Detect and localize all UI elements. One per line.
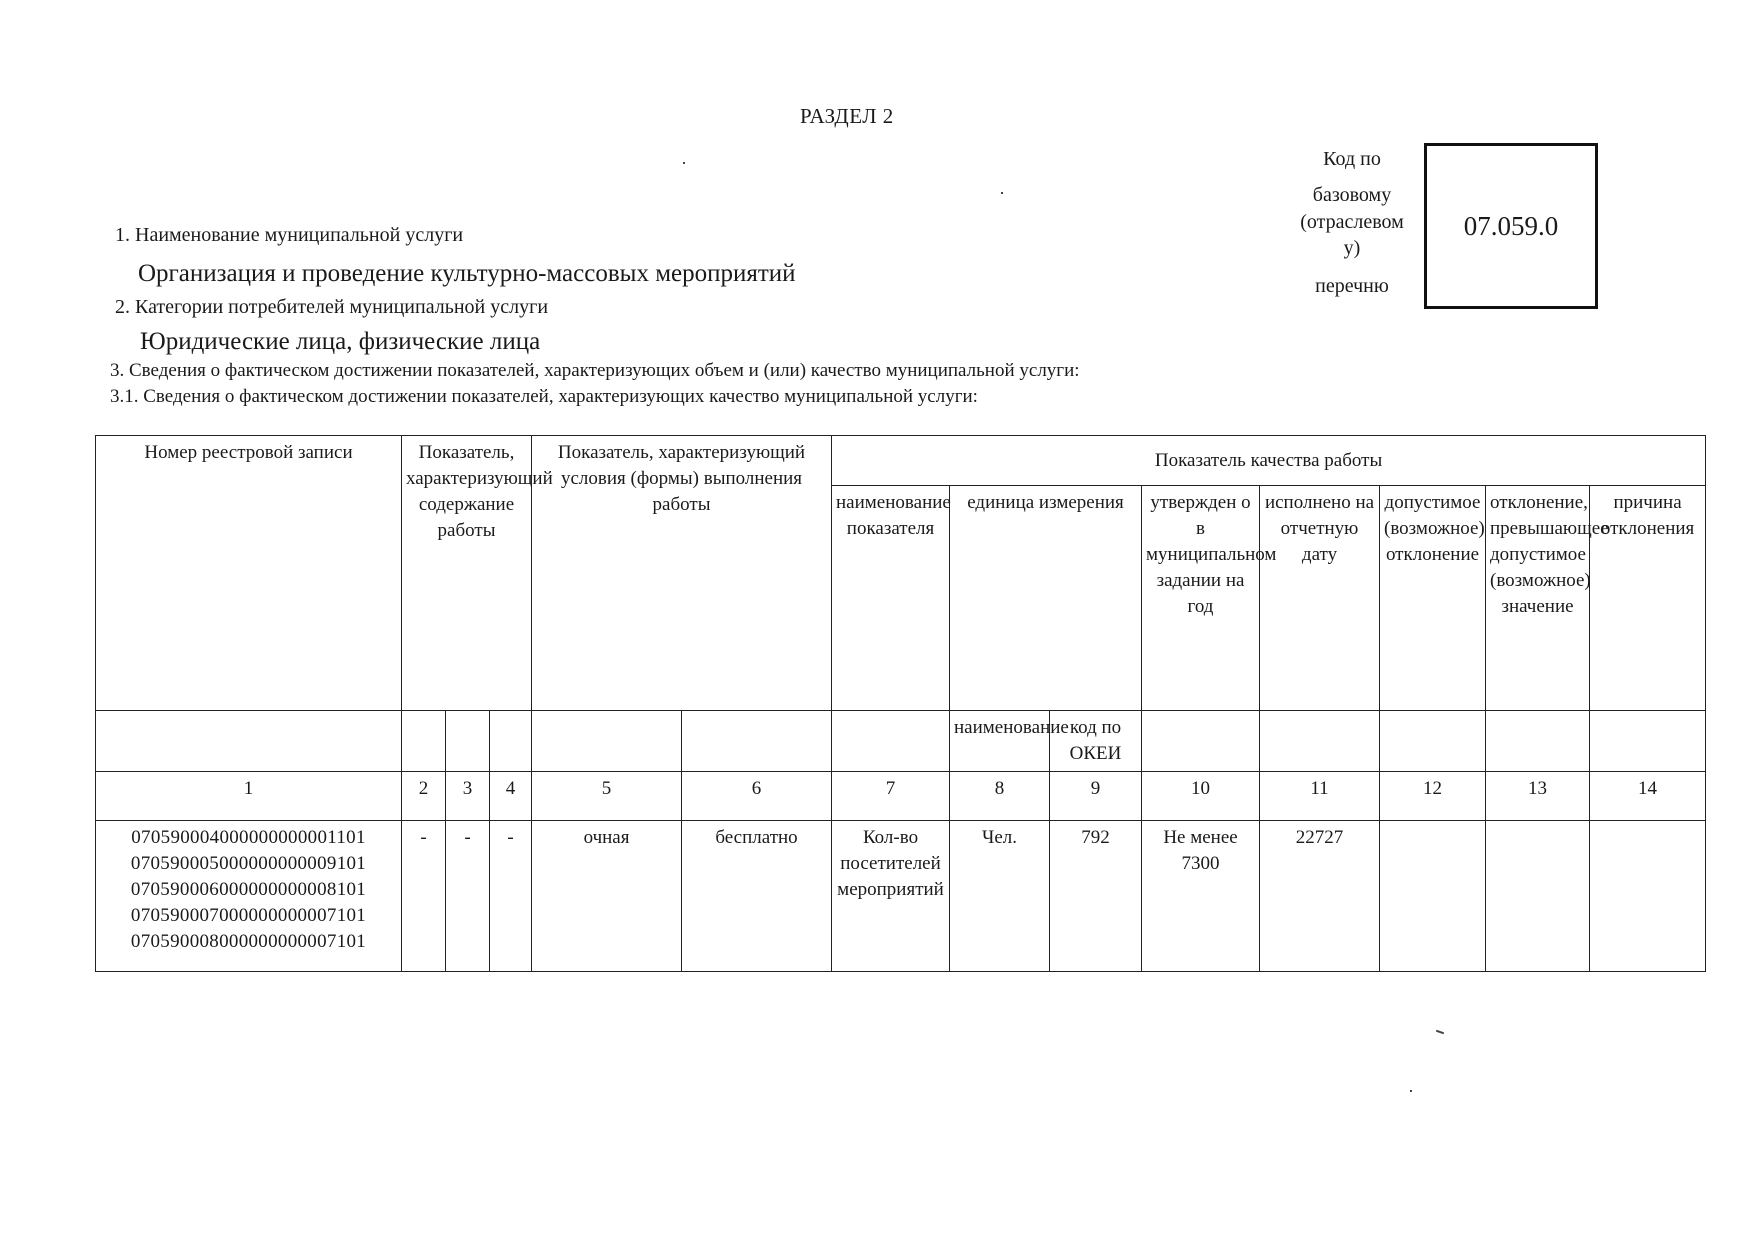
header-conditions-indicator: Показатель, характеризующий условия (формы) выполнения работы: [532, 436, 832, 711]
consumer-category-label: 2. Категории потребителей муниципальной услуги: [115, 296, 549, 318]
consumer-category-value: Юридические лица, физические лица: [140, 328, 541, 355]
registry-code: 070590004000000000001101: [131, 827, 366, 848]
column-number: 4: [490, 772, 532, 821]
column-number: 14: [1590, 772, 1706, 821]
header-done: исполнено на отчетную дату: [1260, 486, 1380, 711]
subheader-empty: [832, 711, 950, 772]
registry-code: 070590006000000000008101: [130, 879, 367, 900]
indicator-name: Кол-во посетителей мероприятий: [832, 821, 950, 972]
form-of-work: очная: [532, 821, 682, 972]
column-number: 6: [682, 772, 832, 821]
scan-speck: [1436, 1030, 1444, 1035]
subheader-okei-code: код по ОКЕИ: [1050, 711, 1142, 772]
section-title: РАЗДЕЛ 2: [800, 104, 894, 128]
header-allowed-deviation: допустимое (возможное) отклонение: [1380, 486, 1486, 711]
subheader-empty: [446, 711, 490, 772]
service-name-value: Организация и проведение культурно-массовых мероприятий: [138, 260, 796, 287]
column-number: 13: [1486, 772, 1590, 821]
content-indicator-2: -: [446, 821, 490, 972]
header-approved: утвержден о в муниципальном задании на год: [1142, 486, 1260, 711]
column-number: 3: [446, 772, 490, 821]
header-unit: единица измерения: [950, 486, 1142, 711]
column-number: 5: [532, 772, 682, 821]
subheader-empty: [402, 711, 446, 772]
subheader-empty: [1486, 711, 1590, 772]
allowed-deviation: [1380, 821, 1486, 972]
column-number: 1: [96, 772, 402, 821]
table-row: [96, 821, 1706, 972]
column-number: 12: [1380, 772, 1486, 821]
approved-value: Не менее 7300: [1142, 821, 1260, 972]
code-label-line-1: Код по: [1323, 148, 1381, 170]
header-exceeding-deviation: отклонение, превышающее допустимое (возможное) значение: [1486, 486, 1590, 711]
scan-speck: [1001, 192, 1003, 194]
content-indicator-3: -: [490, 821, 532, 972]
unit-name: Чел.: [950, 821, 1050, 972]
header-registry-number: Номер реестровой записи: [96, 436, 402, 711]
registry-code: 070590008000000000007101: [130, 931, 367, 952]
column-number: 8: [950, 772, 1050, 821]
registry-code: 070590005000000000009101: [130, 853, 367, 874]
registry-codes-cell: [96, 821, 402, 972]
code-label-line-4: у): [1343, 237, 1361, 259]
code-label-line-3: (отраслевом: [1300, 211, 1404, 233]
column-number: 7: [832, 772, 950, 821]
subheader-empty: [1142, 711, 1260, 772]
column-number: 9: [1050, 772, 1142, 821]
subheader-unit-name: наименование: [950, 711, 1050, 772]
subheader-empty: [682, 711, 832, 772]
code-label-line-2: базовому: [1312, 184, 1392, 206]
base-list-code-box: [1424, 143, 1598, 309]
payment-condition: бесплатно: [682, 821, 832, 972]
column-number: 2: [402, 772, 446, 821]
deviation-reason: [1590, 821, 1706, 972]
header-quality-indicator: Показатель качества работы: [832, 436, 1706, 486]
content-indicator-1: -: [402, 821, 446, 972]
column-number: 10: [1142, 772, 1260, 821]
subheader-empty: [96, 711, 402, 772]
info-3-label: 3. Сведения о фактическом достижении показателей, характеризующих объем и (или) качество муниципальной услуги:: [110, 360, 1080, 381]
base-list-code-value: 07.059.0: [1463, 210, 1559, 241]
exceeding-deviation: [1486, 821, 1590, 972]
scan-speck: [683, 162, 685, 164]
subheader-empty: [1260, 711, 1380, 772]
subheader-empty: [490, 711, 532, 772]
subheader-empty: [1590, 711, 1706, 772]
header-content-indicator: Показатель, характеризующий содержание работы: [402, 436, 532, 711]
okei-code: 792: [1050, 821, 1142, 972]
scan-speck: [1410, 1090, 1412, 1092]
column-number: 11: [1260, 772, 1380, 821]
quality-indicators-table: [95, 435, 1706, 972]
header-deviation-reason: причина отклонения: [1590, 486, 1706, 711]
actual-value: 22727: [1260, 821, 1380, 972]
service-name-label: 1. Наименование муниципальной услуги: [115, 224, 464, 246]
registry-code: 070590007000000000007101: [130, 905, 367, 926]
header-indicator-name: наименование показателя: [832, 486, 950, 711]
code-label-line-5: перечню: [1315, 275, 1389, 297]
info-3-1-label: 3.1. Сведения о фактическом достижении показателей, характеризующих качество муниципальной услуги:: [110, 386, 978, 407]
subheader-empty: [532, 711, 682, 772]
subheader-empty: [1380, 711, 1486, 772]
